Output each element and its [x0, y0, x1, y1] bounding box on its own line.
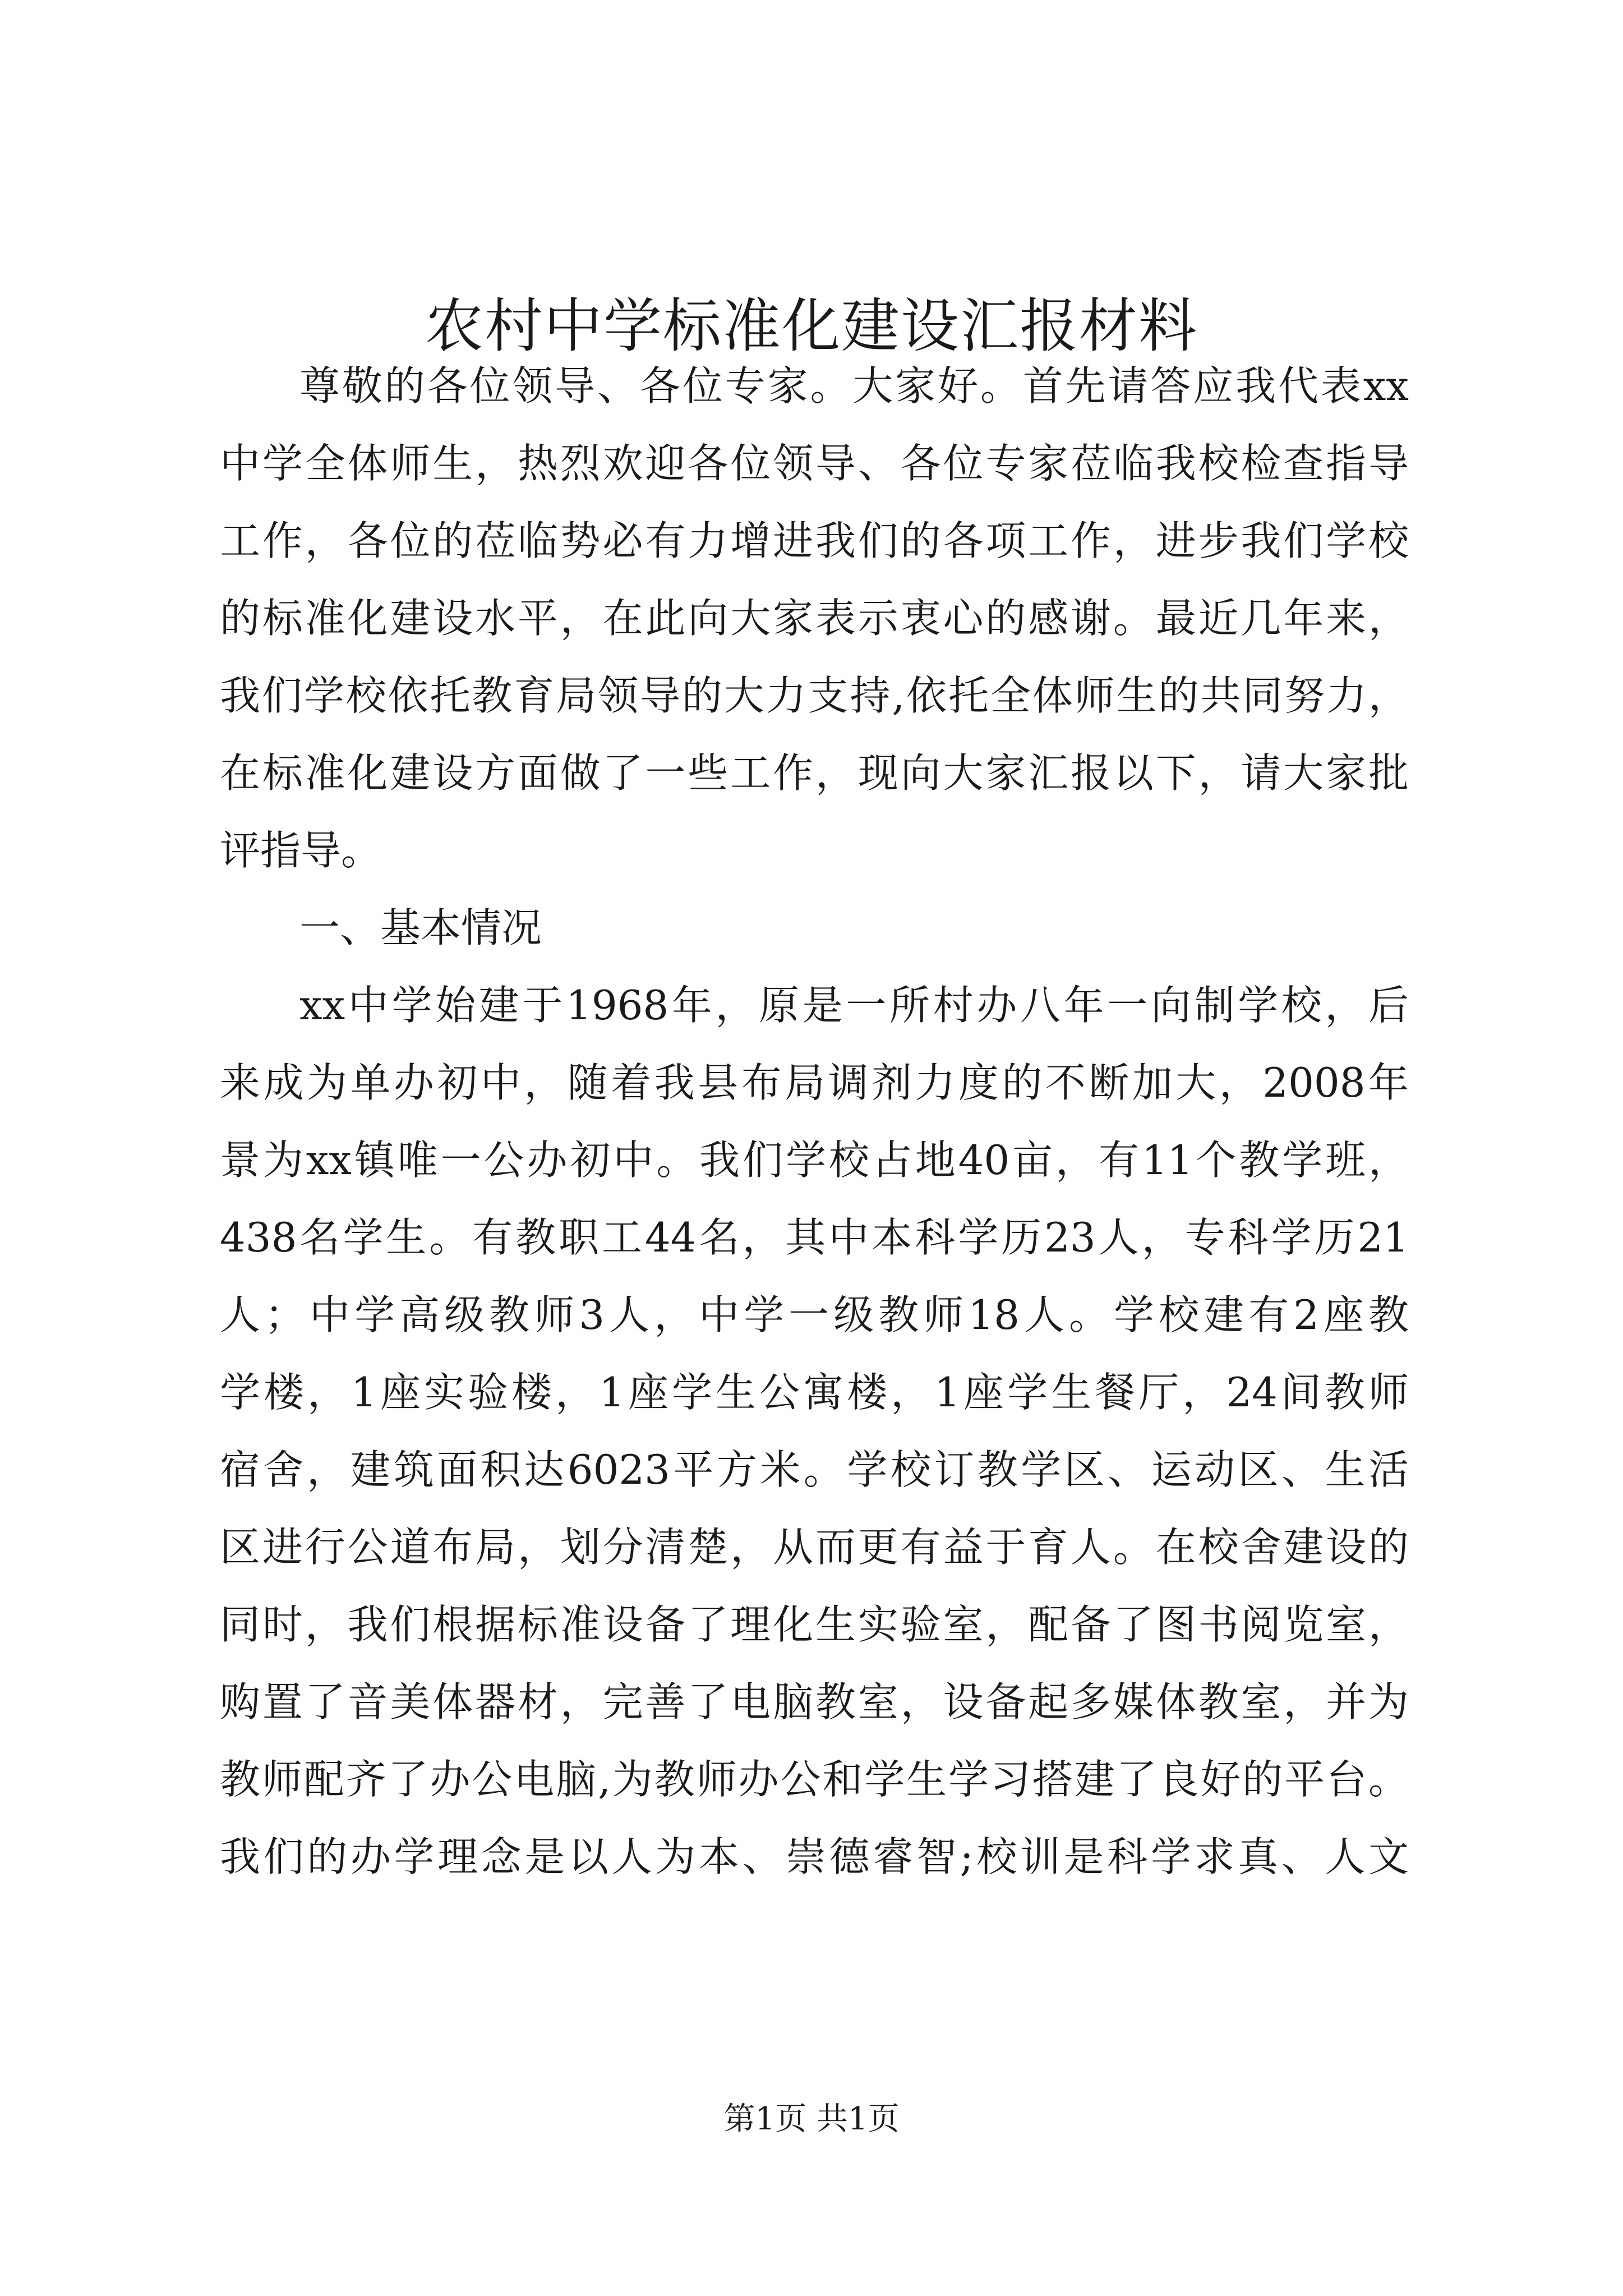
- paragraph-line: 我们的办学理念是以人为本、崇德睿智;校训是科学求真、人文: [220, 1833, 1409, 1880]
- paragraph-line: 宿舍，建筑面积达6023平方米。学校订教学区、运动区、生活: [220, 1446, 1409, 1493]
- paragraph-line: 教师配齐了办公电脑,为教师办公和学生学习搭建了良好的平台。: [220, 1756, 1409, 1803]
- paragraph-line: xx中学始建于1968年，原是一所村办八年一向制学校，后: [299, 982, 1409, 1029]
- paragraph-line: 购置了音美体器材，完善了电脑教室，设备起多媒体教室，并为: [220, 1678, 1409, 1726]
- paragraph-line: 来成为单办初中，随着我县布局调剂力度的不断加大，2008年: [220, 1059, 1409, 1106]
- paragraph-line: 学楼，1座实验楼，1座学生公寓楼，1座学生餐厅，24间教师: [220, 1369, 1409, 1416]
- paragraph-line: 景为xx镇唯一公办初中。我们学校占地40亩，有11个教学班，: [220, 1137, 1409, 1184]
- document-title: 农村中学标准化建设汇报材料: [425, 292, 1198, 360]
- paragraph-line: 的标准化建设水平，在此向大家表示衷心的感谢。最近几年来，: [220, 595, 1409, 642]
- paragraph-line: 评指导。: [220, 827, 382, 874]
- section-heading: 一、基本情况: [299, 904, 542, 951]
- paragraph-line: 中学全体师生，热烈欢迎各位领导、各位专家莅临我校检查指导: [220, 440, 1409, 487]
- paragraph-line: 区进行公道布局，划分清楚，从而更有益于育人。在校舍建设的: [220, 1524, 1409, 1571]
- paragraph-line: 在标准化建设方面做了一些工作，现向大家汇报以下，请大家批: [220, 749, 1409, 797]
- paragraph-line: 人；中学高级教师3人，中学一级教师18人。学校建有2座教: [220, 1291, 1409, 1338]
- paragraph-line: 438名学生。有教职工44名，其中本科学历23人，专科学历21: [220, 1214, 1409, 1261]
- paragraph-line: 尊敬的各位领导、各位专家。大家好。首先请答应我代表xx: [299, 362, 1409, 409]
- paragraph-line: 我们学校依托教育局领导的大力支持,依托全体师生的共同努力，: [220, 672, 1409, 719]
- paragraph-line: 同时，我们根据标准设备了理化生实验室，配备了图书阅览室，: [220, 1601, 1409, 1648]
- page-footer: 第1页 共1页: [723, 2101, 900, 2137]
- paragraph-line: 工作，各位的莅临势必有力增进我们的各项工作，进步我们学校: [220, 517, 1409, 564]
